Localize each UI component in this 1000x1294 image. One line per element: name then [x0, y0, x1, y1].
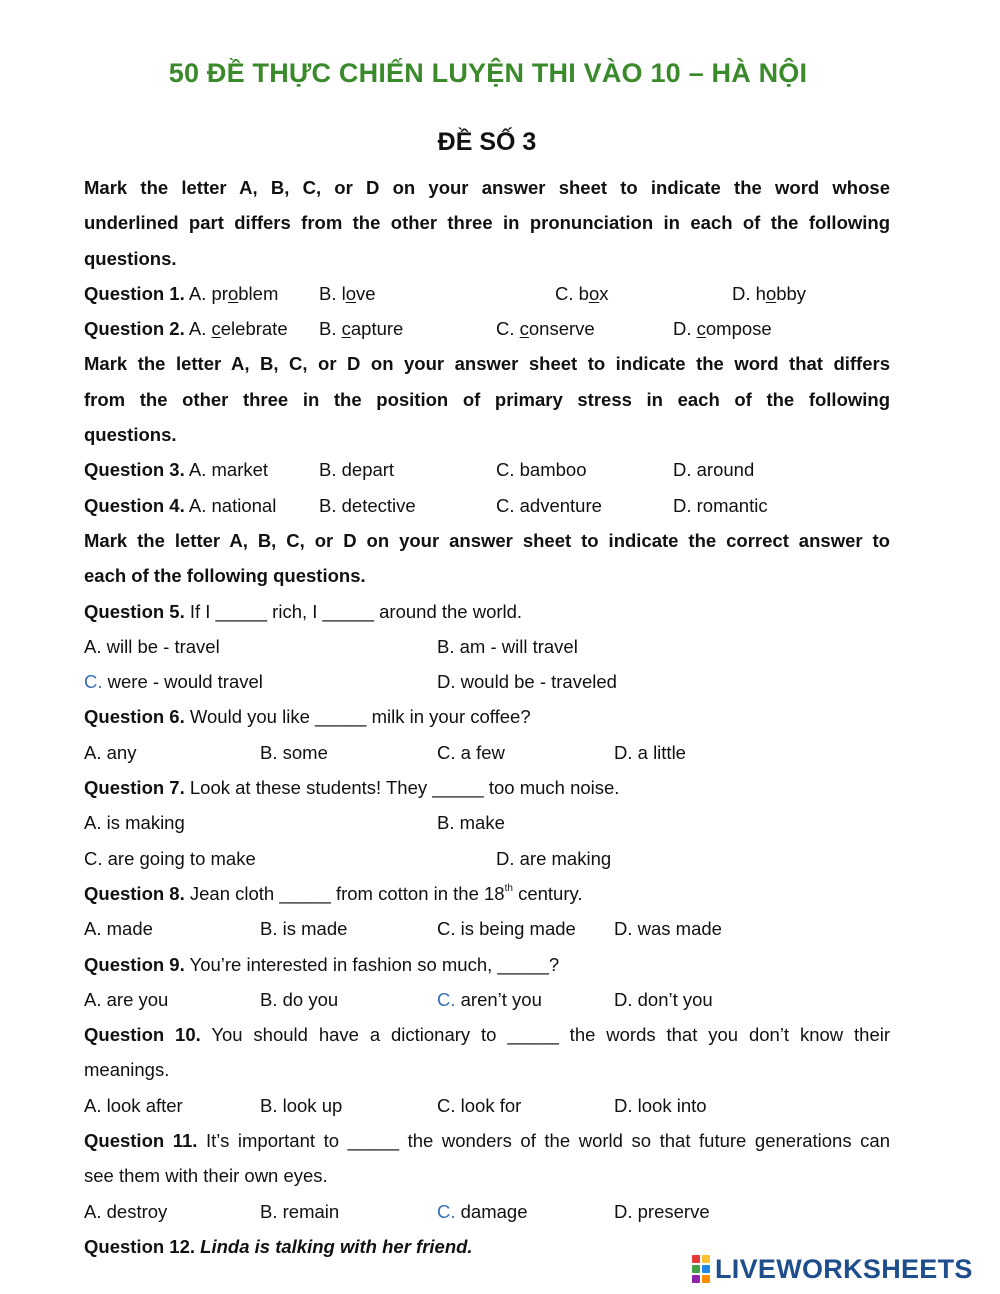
question-10-options — [84, 1088, 890, 1123]
option-c[interactable]: C. is being made — [437, 918, 576, 940]
option-b[interactable]: B. love — [319, 282, 376, 304]
question-7-options-row2 — [84, 841, 890, 876]
option-a[interactable]: A. look after — [84, 1094, 183, 1116]
option-b[interactable]: B. am - will travel — [437, 635, 578, 657]
option-a[interactable]: A. are you — [84, 988, 169, 1010]
question-6 — [84, 699, 890, 734]
option-d[interactable]: D. was made — [614, 918, 722, 940]
question-9-options — [84, 982, 890, 1017]
question-text: You should have a dictionary to _____ the words that you don’t know their — [200, 1024, 890, 1046]
question-label: Question 2. — [84, 318, 185, 340]
option-d[interactable]: D. are making — [496, 847, 612, 869]
option-c[interactable]: C. were - would travel — [84, 671, 263, 693]
instruction-pronunciation-line3: questions. — [84, 247, 177, 269]
option-c[interactable]: C. a few — [437, 741, 505, 763]
question-5-options-row2 — [84, 664, 890, 699]
question-8 — [84, 876, 890, 911]
question-label: Question 6. — [84, 706, 185, 728]
option-d[interactable]: D. a little — [614, 741, 686, 763]
question-10 — [84, 1017, 890, 1052]
option-a[interactable]: A. destroy — [84, 1200, 168, 1222]
option-c[interactable]: C. adventure — [496, 494, 602, 516]
question-text: It’s important to _____ the wonders of the world so that future generations can — [197, 1130, 890, 1152]
question-label: Question 4. — [84, 494, 185, 516]
instruction-pronunciation-line2: underlined part differs from the other three in pronunciation in each of the following — [84, 212, 890, 234]
question-text: If I _____ rich, I _____ around the world. — [184, 600, 523, 622]
logo-square — [692, 1255, 700, 1263]
option-b[interactable]: B. make — [437, 812, 505, 834]
question-10-continued: meanings. — [84, 1059, 170, 1081]
option-a[interactable]: A. national — [188, 494, 277, 516]
option-b[interactable]: B. some — [260, 741, 328, 763]
instruction-stress-line1: Mark the letter A, B, C, or D on your answer sheet to indicate the word that differs — [84, 353, 890, 375]
instruction-correct-answer-line1: Mark the letter A, B, C, or D on your answer sheet to indicate the correct answer to — [84, 529, 890, 551]
instruction-stress-line3: questions. — [84, 424, 177, 446]
question-label: Question 12. — [84, 1235, 196, 1257]
question-label: Question 3. — [84, 459, 185, 481]
instruction-correct-answer-line2: each of the following questions. — [84, 565, 366, 587]
logo-text: LIVEWORKSHEETS — [715, 1253, 973, 1284]
option-d[interactable]: D. hobby — [732, 282, 807, 304]
option-d[interactable]: D. romantic — [673, 494, 768, 516]
option-d[interactable]: D. look into — [614, 1094, 707, 1116]
option-d[interactable]: D. compose — [673, 318, 772, 340]
question-label: Question 5. — [84, 600, 185, 622]
option-a[interactable]: A. any — [84, 741, 137, 763]
option-a[interactable]: A. celebrate — [188, 318, 288, 340]
question-11-continued: see them with their own eyes. — [84, 1165, 328, 1187]
logo-icon — [692, 1255, 710, 1283]
question-text: You’re interested in fashion so much, _____? — [184, 953, 560, 975]
question-6-options — [84, 735, 890, 770]
option-b[interactable]: B. detective — [319, 494, 416, 516]
question-label: Question 1. — [84, 282, 185, 304]
logo-square — [702, 1265, 710, 1273]
question-2 — [84, 311, 890, 346]
option-c[interactable]: C. aren’t you — [437, 988, 542, 1010]
option-b[interactable]: B. look up — [260, 1094, 343, 1116]
logo-square — [702, 1255, 710, 1263]
question-text: Look at these students! They _____ too much noise. — [184, 777, 620, 799]
option-c[interactable]: C. conserve — [496, 318, 595, 340]
question-9 — [84, 947, 890, 982]
instruction-stress-line2: from the other three in the position of primary stress in each of the following — [84, 388, 890, 410]
instruction-pronunciation-line1: Mark the letter A, B, C, or D on your answer sheet to indicate the word whose — [84, 177, 890, 198]
option-d[interactable]: D. would be - traveled — [437, 671, 617, 693]
question-label: Question 10. — [84, 1024, 201, 1046]
option-b[interactable]: B. depart — [319, 459, 395, 481]
question-4 — [84, 488, 890, 523]
liveworksheets-logo[interactable] — [692, 1254, 973, 1284]
question-5-options-row1 — [84, 629, 890, 664]
option-a[interactable]: A. problem — [188, 282, 279, 304]
option-b[interactable]: B. do you — [260, 988, 339, 1010]
page-title: 50 ĐỀ THỰC CHIẾN LUYỆN THI VÀO 10 – HÀ NỘI — [168, 58, 808, 88]
question-5 — [84, 594, 890, 629]
question-text: Jean cloth _____ from cotton in the 18th century. — [184, 882, 583, 904]
question-text: Linda is talking with her friend. — [195, 1235, 473, 1257]
option-b[interactable]: B. remain — [260, 1200, 340, 1222]
question-7-options-row1 — [84, 805, 890, 840]
option-c[interactable]: C. damage — [437, 1200, 528, 1222]
question-3 — [84, 452, 890, 487]
logo-square — [692, 1265, 700, 1273]
question-7 — [84, 770, 890, 805]
option-b[interactable]: B. capture — [319, 318, 404, 340]
question-11 — [84, 1123, 890, 1158]
option-b[interactable]: B. is made — [260, 918, 348, 940]
question-1 — [84, 276, 890, 311]
logo-square — [702, 1275, 710, 1283]
question-label: Question 9. — [84, 953, 185, 975]
option-a[interactable]: A. market — [188, 459, 269, 481]
exam-number: ĐỀ SỐ 3 — [437, 128, 537, 156]
option-c[interactable]: C. look for — [437, 1094, 522, 1116]
question-11-options — [84, 1194, 890, 1229]
option-d[interactable]: D. don’t you — [614, 988, 713, 1010]
option-c[interactable]: C. bamboo — [496, 459, 587, 481]
option-a[interactable]: A. will be - travel — [84, 635, 220, 657]
question-label: Question 7. — [84, 777, 185, 799]
question-text: Would you like _____ milk in your coffee? — [184, 706, 531, 728]
question-label: Question 11. — [84, 1130, 198, 1152]
option-c[interactable]: C. are going to make — [84, 847, 256, 869]
option-d[interactable]: D. around — [673, 459, 755, 481]
question-8-options — [84, 911, 890, 946]
worksheet-content — [84, 170, 890, 1264]
option-a[interactable]: A. made — [84, 918, 153, 940]
option-a[interactable]: A. is making — [84, 812, 185, 834]
logo-square — [692, 1275, 700, 1283]
option-d[interactable]: D. preserve — [614, 1200, 710, 1222]
question-label: Question 8. — [84, 882, 185, 904]
option-c[interactable]: C. box — [555, 282, 609, 304]
